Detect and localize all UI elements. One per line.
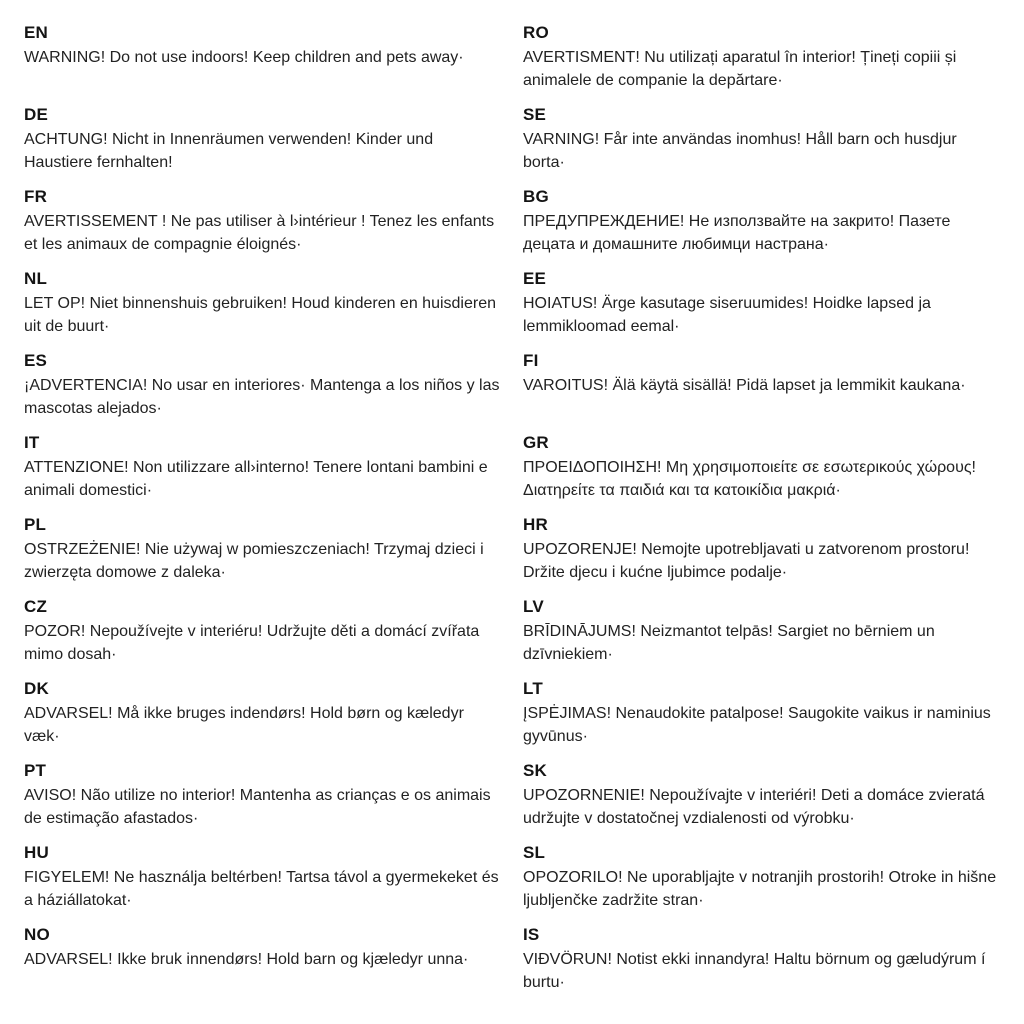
warning-block-lv: [523, 596, 1000, 678]
left-column: [24, 22, 501, 1006]
warning-text: UPOZORNENIE! Nepoužívajte v interiéri! Deti a domáce zvieratá udržujte v dostatočnej vzdialenosti od výrobku·: [523, 787, 985, 827]
language-code: DK: [24, 679, 49, 698]
language-code: SE: [523, 105, 547, 124]
warning-block-fi: [523, 350, 1000, 432]
warning-block-is: [523, 924, 1000, 1006]
warning-text: WARNING! Do not use indoors! Keep children and pets away·: [24, 49, 464, 66]
warning-text: ΠΡΟΕΙΔΟΠΟΙΗΣΗ! Μη χρησιμοποιείτε σε εσωτερικούς χώρους! Διατηρείτε τα παιδιά και τα κατοικίδια μακριά·: [523, 459, 976, 499]
language-code: BG: [523, 187, 549, 206]
warning-text: ĮSPĖJIMAS! Nenaudokite patalpose! Saugokite vaikus ir naminius gyvūnus·: [523, 705, 991, 745]
language-code: LV: [523, 597, 544, 616]
warning-text: AVERTISSEMENT ! Ne pas utiliser à l›intérieur ! Tenez les enfants et les animaux de compagnie éloignés·: [24, 213, 495, 253]
warning-block-ro: [523, 22, 1000, 104]
warning-block-no: [24, 924, 501, 1006]
warning-block-en: [24, 22, 501, 104]
warning-text: FIGYELEM! Ne használja beltérben! Tartsa távol a gyermekeket és a háziállatokat·: [24, 869, 499, 909]
language-code: NL: [24, 269, 48, 288]
language-code: FI: [523, 351, 539, 370]
warning-block-it: [24, 432, 501, 514]
language-code: NO: [24, 925, 50, 944]
warning-block-cz: [24, 596, 501, 678]
language-code: HR: [523, 515, 548, 534]
language-code: DE: [24, 105, 49, 124]
warning-block-sl: [523, 842, 1000, 924]
warning-text: BRĪDINĀJUMS! Neizmantot telpās! Sargiet no bērniem un dzīvniekiem·: [523, 623, 935, 663]
language-code: LT: [523, 679, 543, 698]
warning-text: ATTENZIONE! Non utilizzare all›interno! Tenere lontani bambini e animali domestici·: [24, 459, 488, 499]
warning-block-se: [523, 104, 1000, 186]
language-code: IT: [24, 433, 40, 452]
warning-block-bg: [523, 186, 1000, 268]
warning-text: UPOZORENJE! Nemojte upotrebljavati u zatvorenom prostoru! Držite djecu i kućne ljubimce podalje·: [523, 541, 970, 581]
language-code: GR: [523, 433, 549, 452]
warning-block-hu: [24, 842, 501, 924]
language-code: HU: [24, 843, 49, 862]
language-code: FR: [24, 187, 48, 206]
warning-block-ee: [523, 268, 1000, 350]
warning-text: AVISO! Não utilize no interior! Mantenha as crianças e os animais de estimação afastados·: [24, 787, 491, 827]
warning-text: LET OP! Niet binnenshuis gebruiken! Houd kinderen en huisdieren uit de buurt·: [24, 295, 496, 335]
warning-block-es: [24, 350, 501, 432]
language-code: CZ: [24, 597, 48, 616]
warning-block-pl: [24, 514, 501, 596]
warning-block-gr: [523, 432, 1000, 514]
warning-text: OSTRZEŻENIE! Nie używaj w pomieszczeniach! Trzymaj dzieci i zwierzęta domowe z daleka·: [24, 541, 484, 581]
right-column: [523, 22, 1000, 1006]
warning-text: ACHTUNG! Nicht in Innenräumen verwenden! Kinder und Haustiere fernhalten!: [24, 131, 434, 171]
language-code: EN: [24, 23, 49, 42]
language-code: IS: [523, 925, 540, 944]
warning-block-hr: [523, 514, 1000, 596]
language-code: PT: [24, 761, 47, 780]
language-code: ES: [24, 351, 48, 370]
warning-text: VIÐVÖRUN! Notist ekki innandyra! Haltu börnum og gæludýrum í burtu·: [523, 951, 986, 991]
warning-text: OPOZORILO! Ne uporabljajte v notranjih prostorih! Otroke in hišne ljubljenčke zadržite stran·: [523, 869, 997, 909]
warning-text: AVERTISMENT! Nu utilizați aparatul în interior! Țineți copiii și animalele de companie la depărtare·: [523, 49, 957, 89]
warning-block-sk: [523, 760, 1000, 842]
warning-text: ADVARSEL! Må ikke bruges indendørs! Hold børn og kæledyr væk·: [24, 705, 464, 745]
warning-block-de: [24, 104, 501, 186]
language-code: EE: [523, 269, 547, 288]
warning-text: HOIATUS! Ärge kasutage siseruumides! Hoidke lapsed ja lemmikloomad eemal·: [523, 295, 931, 335]
warning-block-nl: [24, 268, 501, 350]
warning-text: ПРЕДУПРЕЖДЕНИЕ! Не използвайте на закрито! Пазете децата и домашните любимци настрана·: [523, 213, 951, 253]
warning-text: VARNING! Får inte användas inomhus! Håll barn och husdjur borta·: [523, 131, 957, 171]
language-code: RO: [523, 23, 549, 42]
warning-block-lt: [523, 678, 1000, 760]
language-code: SK: [523, 761, 548, 780]
warning-block-fr: [24, 186, 501, 268]
warning-block-dk: [24, 678, 501, 760]
warning-text: VAROITUS! Älä käytä sisällä! Pidä lapset ja lemmikit kaukana·: [523, 377, 966, 394]
warning-text: ADVARSEL! Ikke bruk innendørs! Hold barn og kjæledyr unna·: [24, 951, 469, 968]
language-code: PL: [24, 515, 47, 534]
warning-block-pt: [24, 760, 501, 842]
warning-text: ¡ADVERTENCIA! No usar en interiores· Mantenga a los niños y las mascotas alejados·: [24, 377, 500, 417]
warning-text: POZOR! Nepoužívejte v interiéru! Udržujte děti a domácí zvířata mimo dosah·: [24, 623, 480, 663]
language-code: SL: [523, 843, 546, 862]
